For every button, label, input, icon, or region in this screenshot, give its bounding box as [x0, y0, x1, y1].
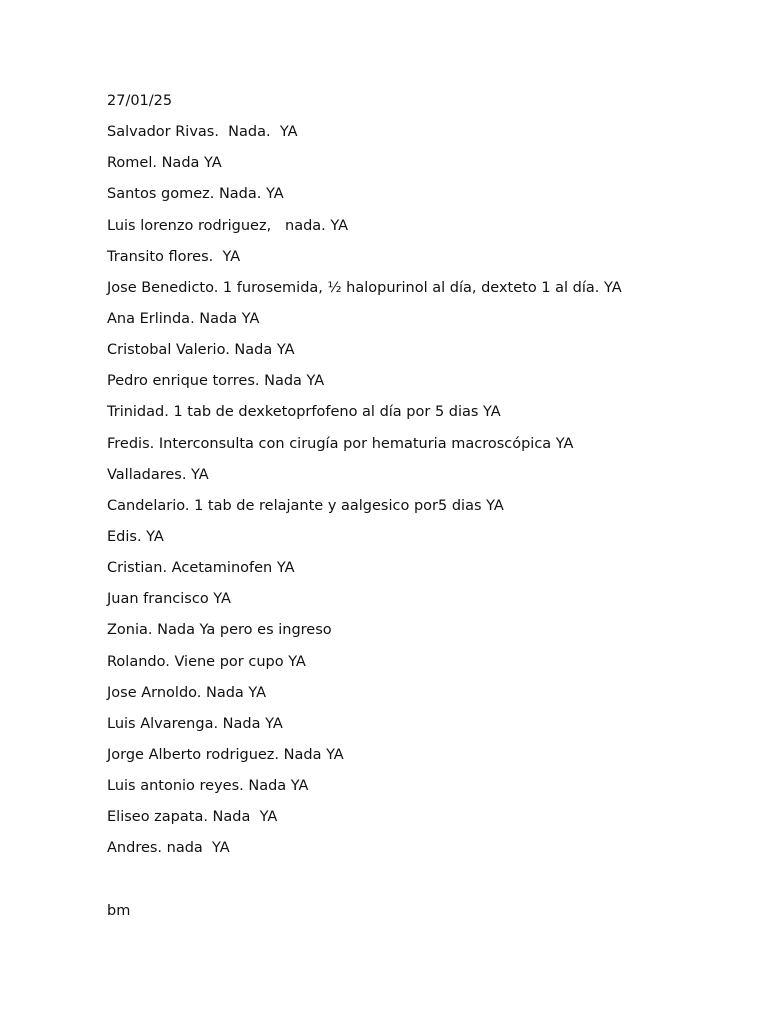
list-item: Zonia. Nada Ya pero es ingreso	[107, 622, 332, 639]
list-item: Cristian. Acetaminofen YA	[107, 560, 295, 577]
list-item: Ana Erlinda. Nada YA	[107, 310, 260, 327]
list-item: Juan francisco YA	[107, 591, 231, 608]
document-date: 27/01/25	[107, 93, 173, 109]
list-item: Candelario. 1 tab de relajante y aalgesico por5 dias YA	[107, 497, 504, 514]
list-item: Fredis. Interconsulta con cirugía por hematuria macroscópica YA	[107, 435, 574, 452]
list-item: Transito flores. YA	[107, 248, 241, 265]
blank-line	[107, 870, 727, 890]
signature-initials: bm	[107, 902, 131, 919]
list-item: Eliseo zapata. Nada YA	[107, 809, 278, 826]
list-item: Luis lorenzo rodriguez, nada. YA	[107, 217, 349, 234]
list-item: Jose Arnoldo. Nada YA	[107, 684, 267, 701]
list-item: Rolando. Viene por cupo YA	[107, 653, 306, 670]
list-item: Santos gomez. Nada. YA	[107, 186, 284, 203]
list-item: Edis. YA	[107, 528, 164, 545]
list-item: Romel. Nada YA	[107, 155, 222, 172]
list-item: Valladares. YA	[107, 466, 209, 483]
list-item: Jorge Alberto rodriguez. Nada YA	[107, 746, 344, 763]
list-item: Andres. nada YA	[107, 840, 230, 857]
list-item: Luis Alvarenga. Nada YA	[107, 715, 283, 732]
document-body	[107, 91, 727, 932]
list-item: Jose Benedicto. 1 furosemida, ½ halopurinol al día, dexteto 1 al día. YA	[107, 279, 622, 296]
list-item: Trinidad. 1 tab de dexketoprfofeno al día por 5 dias YA	[107, 404, 501, 421]
list-item: Luis antonio reyes. Nada YA	[107, 778, 309, 795]
list-item: Cristobal Valerio. Nada YA	[107, 342, 295, 359]
list-item: Salvador Rivas. Nada. YA	[107, 124, 298, 141]
list-item: Pedro enrique torres. Nada YA	[107, 373, 325, 390]
